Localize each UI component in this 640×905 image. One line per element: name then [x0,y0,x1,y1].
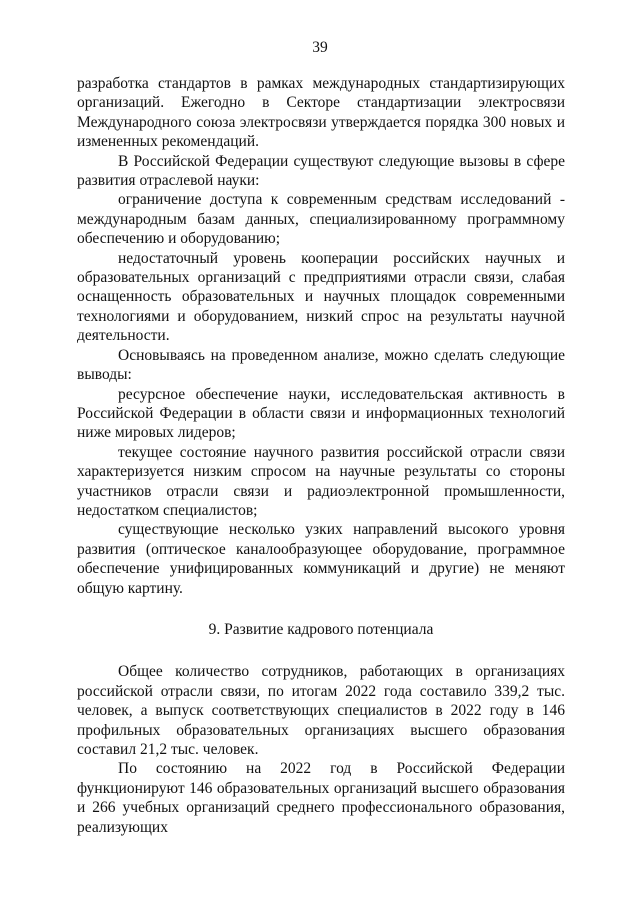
page-body [77,74,565,837]
paragraph: В Российской Федерации существуют следующие вызовы в сфере развития отраслевой науки: [77,152,565,190]
list-item: ограничение доступа к современным средствам исследований - международным базам данных, специализированному программному обеспечению и оборудованию; [77,191,565,248]
paragraph: разработка стандартов в рамках международных стандартизирующих организаций. Ежегодно в Секторе стандартизации электросвязи Международного союза электросвязи утверждается порядка 300 новых и измененных рекомендаций. [77,75,565,151]
paragraph: По состоянию на 2022 год в Российской Федерации функционируют 146 образовательных организаций высшего образования и 266 учебных организаций среднего профессионального образования, реализующих [77,760,565,836]
list-item: недостаточный уровень кооперации российских научных и образовательных организаций с предприятиями отрасли связи, слабая оснащенность образовательных и научных площадок современными технологиями и оборудованием, низкий спрос на результаты научной деятельности. [77,249,565,345]
list-item: существующие несколько узких направлений высокого уровня развития (оптическое каналообразующее оборудование, программное обеспечение унифицированных коммуникаций и другие) не меняют общую картину. [77,521,565,597]
section-heading: 9. Развитие кадрового потенциала [208,620,434,638]
list-item: текущее состояние научного развития российской отрасли связи характеризуется низким спросом на научные результаты со стороны участников отрасли связи и радиоэлектронной промышленности, недостатком специалистов; [77,443,565,519]
paragraph: Общее количество сотрудников, работающих в организациях российской отрасли связи, по итогам 2022 года составило 339,2 тыс. человек, а выпуск соответствующих специалистов в 2022 году в 146 профильных образовательных организациях высшего образования составил 21,2 тыс. человек. [77,663,565,758]
list-item: ресурсное обеспечение науки, исследовательская активность в Российской Федерации в области связи и информационных технологий ниже мировых лидеров; [77,385,565,442]
paragraph: Основываясь на проведенном анализе, можно сделать следующие выводы: [77,346,565,384]
page-number: 39 [312,39,328,56]
